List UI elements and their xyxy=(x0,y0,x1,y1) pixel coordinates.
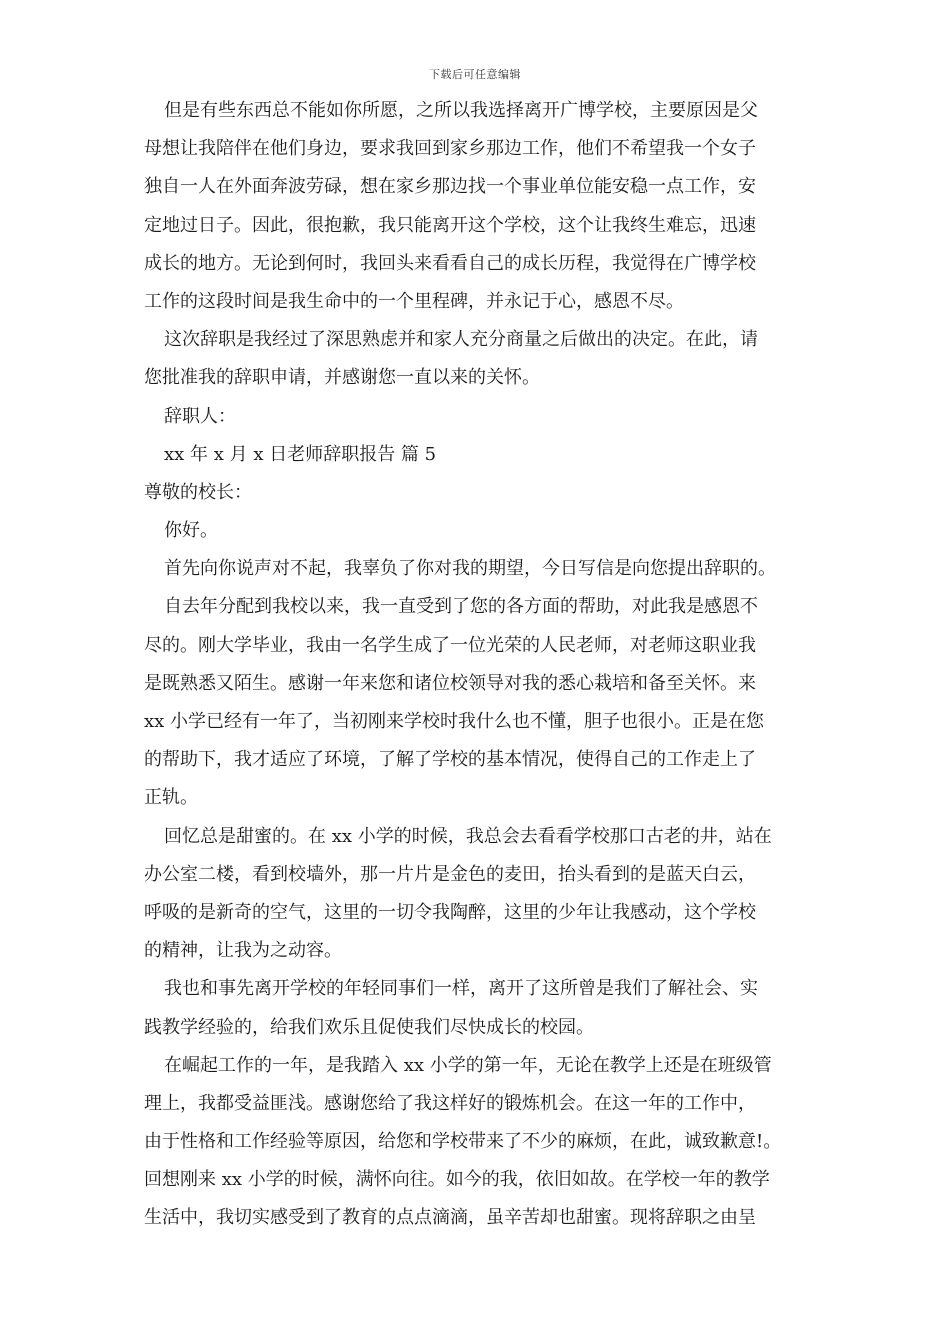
document-body xyxy=(144,92,814,1238)
text-line: 尊敬的校长： xyxy=(144,481,252,503)
text-line: xx 小学已经有一年了，当初刚来学校时我什么也不懂，胆子也很小。正是在您 xyxy=(144,711,765,732)
text-line: 但是有些东西总不能如你所愿，之所以我选择离开广博学校，主要原因是父 xyxy=(164,100,758,121)
text-line: 你好。 xyxy=(164,520,218,542)
text-line: 理上，我都受益匪浅。感谢您给了我这样好的锻炼机会。在这一年的工作中， xyxy=(144,1092,756,1114)
text-line: 由于性格和工作经验等原因，给您和学校带来了不少的麻烦，在此，诚致歉意!。 xyxy=(144,1131,782,1153)
text-line: 辞职人： xyxy=(164,405,236,427)
text-line: 践教学经验的，给我们欢乐且促使我们尽快成长的校园。 xyxy=(144,1016,594,1038)
text-line: xx 年 x 月 x 日老师辞职报告 篇 5 xyxy=(164,443,437,465)
text-line: 回忆总是甜蜜的。在 xx 小学的时候，我总会去看看学校那口古老的井，站在 xyxy=(164,825,772,847)
text-line: 工作的这段时间是我生命中的一个里程碑，并永记于心，感恩不尽。 xyxy=(144,290,684,312)
text-line: 独自一人在外面奔波劳碌，想在家乡那边找一个事业单位能安稳一点工作，安 xyxy=(144,176,756,198)
text-line: 我也和事先离开学校的年轻同事们一样，离开了这所曾是我们了解社会、实 xyxy=(164,978,758,1000)
text-line: 办公室二楼，看到校墙外，那一片片是金色的麦田，抬头看到的是蓝天白云， xyxy=(144,863,756,885)
text-line: 定地过日子。因此，很抱歉，我只能离开这个学校，这个让我终生难忘，迅速 xyxy=(144,214,756,236)
text-line: 正轨。 xyxy=(144,787,198,809)
text-line: 的精神，让我为之动容。 xyxy=(144,940,342,962)
text-line: 自去年分配到我校以来，我一直受到了您的各方面的帮助，对此我是感恩不 xyxy=(164,596,758,618)
text-line: 尽的。刚大学毕业，我由一名学生成了一位光荣的人民老师，对老师这职业我 xyxy=(144,634,756,656)
text-line: 您批准我的辞职申请，并感谢您一直以来的关怀。 xyxy=(144,367,540,389)
text-line: 在崛起工作的一年，是我踏入 xx 小学的第一年，无论在教学上还是在班级管 xyxy=(164,1054,772,1076)
text-line: 呼吸的是新奇的空气，这里的一切令我陶醉，这里的少年让我感动，这个学校 xyxy=(144,901,756,923)
page-header-note: 下载后可任意编辑 xyxy=(429,68,521,81)
text-line: 这次辞职是我经过了深思熟虑并和家人充分商量之后做出的决定。在此，请 xyxy=(164,329,758,351)
text-line: 的帮助下，我才适应了环境，了解了学校的基本情况，使得自己的工作走上了 xyxy=(144,749,756,771)
text-line: 成长的地方。无论到何时，我回头来看看自己的成长历程，我觉得在广博学校 xyxy=(144,252,756,274)
text-line: 首先向你说声对不起，我辜负了你对我的期望，今日写信是向您提出辞职的。 xyxy=(164,558,776,580)
text-line: 是既熟悉又陌生。感谢一年来您和诸位校领导对我的悉心栽培和备至关怀。来 xyxy=(144,672,756,694)
text-line: 生活中，我切实感受到了教育的点点滴滴，虽辛苦却也甜蜜。现将辞职之由呈 xyxy=(144,1207,756,1229)
text-line: 母想让我陪伴在他们身边，要求我回到家乡那边工作，他们不希望我一个女子 xyxy=(144,138,756,160)
text-line: 回想刚来 xx 小学的时候，满怀向往。如今的我，依旧如故。在学校一年的教学 xyxy=(144,1169,770,1191)
